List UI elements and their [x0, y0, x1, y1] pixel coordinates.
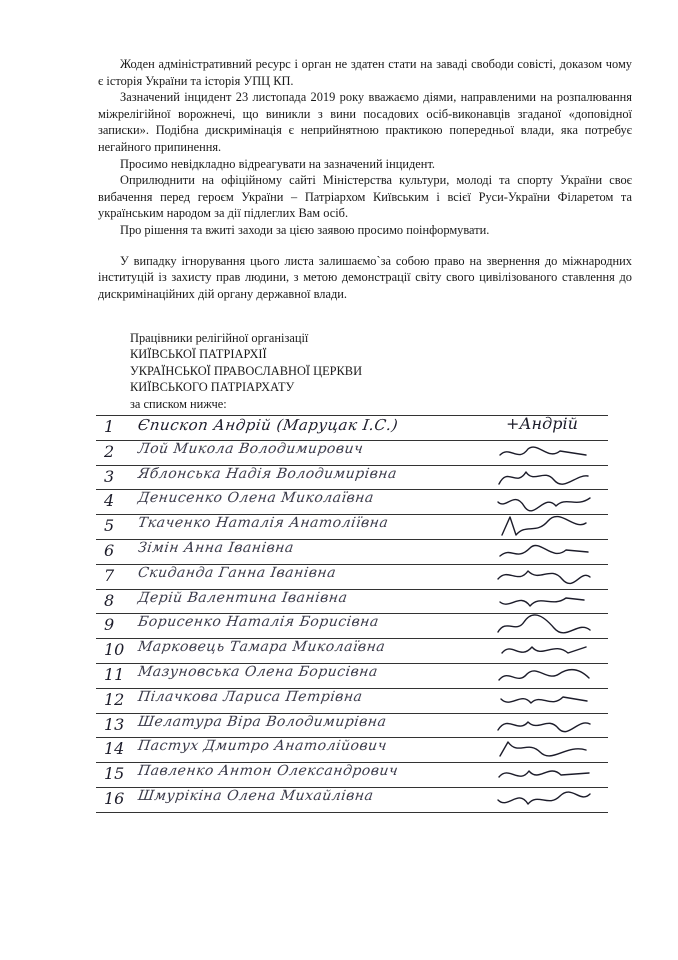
row-number: 14: [104, 739, 125, 759]
signature-stroke: [499, 771, 589, 777]
paragraph-4: Оприлюднити на офіційному сайті Міністерства культури, молоді та спорту України своє вибачення перед героєм України – Патріархом Київським і всієї Руси-України Філаретом та українським народом за дії підлеглих Вам осіб.: [98, 173, 632, 221]
handwritten-name: Дерій Валентина Іванівна: [136, 589, 349, 606]
handwritten-name: Пілачкова Лариса Петрівна: [136, 688, 364, 705]
signature-row: [96, 763, 608, 788]
signature-stroke: [499, 670, 589, 680]
handwritten-name: Павленко Антон Олександрович: [136, 763, 400, 780]
signature-row: [96, 565, 608, 590]
signature-row: [96, 415, 608, 441]
signature-stroke: [498, 498, 590, 511]
signature-stroke: [502, 517, 586, 535]
row-number: 1: [104, 417, 115, 436]
signature-row: [96, 738, 608, 763]
signature: [496, 513, 592, 541]
signature: [496, 736, 592, 764]
signature-scribble: [496, 439, 592, 467]
signature-scribble: [496, 563, 592, 591]
signature-row: [96, 714, 608, 739]
signature-stroke: [498, 722, 590, 732]
signature: [496, 761, 592, 789]
signature-stroke: [498, 615, 590, 633]
signers-line-1: Працівники релігійної організації: [130, 331, 309, 345]
signature-scribble: [496, 488, 592, 516]
signature-row: [96, 689, 608, 714]
handwritten-name: Ткаченко Наталія Анатоліївна: [136, 515, 390, 532]
signature-stroke: [498, 571, 590, 583]
signature: [496, 637, 592, 665]
signature-stroke: [501, 697, 587, 703]
signature: [496, 662, 592, 690]
row-number: 12: [104, 689, 125, 709]
paragraph-3: Просимо невідкладно відреагувати на зазначений інцидент.: [120, 156, 436, 171]
row-number: 11: [104, 664, 125, 684]
paragraph-2: Зазначений інцидент 23 листопада 2019 року вважаємо діями, направленими на розпалювання міжрелігійної ворожнечі, що виникли з вини посадових осіб-виконавців згаданої «доповідної записки». Подібна дискримінація є неприйнятною практикою попередньої влади, яка потребує негайного припинення.: [98, 90, 632, 154]
handwritten-name: Пастух Дмитро Анатолійович: [136, 738, 388, 755]
handwritten-name: Шмурікіна Олена Михайлівна: [136, 787, 375, 804]
signature-scribble: [496, 786, 592, 814]
signature: [496, 588, 592, 616]
signers-line-4: КИЇВСЬКОГО ПАТРІАРХАТУ: [130, 380, 295, 395]
signature-row: [96, 540, 608, 565]
signature-stroke: [499, 472, 588, 484]
row-number: 3: [104, 466, 115, 486]
signature-row: [96, 639, 608, 664]
signature-scribble: [496, 736, 592, 764]
letter-body: [98, 56, 632, 302]
signers-line-2: КИЇВСЬКОЇ ПАТРІАРХІЇ: [130, 347, 267, 362]
handwritten-name: Єпископ Андрій (Маруцак І.С.): [136, 416, 400, 434]
signature-row: [96, 664, 608, 689]
signature: [496, 488, 592, 516]
signature: [496, 687, 592, 715]
closing-paragraph: У випадку ігнорування цього листа залишаємо`за собою право на звернення до міжнародних інституцій із захисту прав людини, з метою демонстрації світу свого цивілізованого ставлення до дискримінаційних дій органу державної влади.: [98, 253, 632, 301]
signature-row: [96, 515, 608, 540]
signature-scribble: [496, 538, 592, 566]
signature: [496, 563, 592, 591]
paragraph-1: Жоден адміністративний ресурс і орган не здатен стати на заваді свободи совісті, доказом чому є історія України та історія УПЦ КП.: [98, 57, 632, 88]
signature: [496, 712, 592, 740]
signature-row: [96, 614, 608, 639]
row-number: 5: [104, 516, 115, 536]
signature-stroke: [500, 742, 586, 756]
row-number: 9: [104, 615, 115, 635]
row-number: 6: [104, 540, 115, 560]
signature: [496, 414, 592, 442]
handwritten-name: Мазуновська Олена Борисівна: [136, 663, 379, 680]
handwritten-name: Борисенко Наталія Борисівна: [136, 614, 380, 631]
signature: [496, 612, 592, 640]
signature-stroke: [498, 792, 590, 804]
signature: [496, 538, 592, 566]
row-number: 13: [104, 714, 125, 734]
handwritten-name: Лой Микола Володимирович: [136, 440, 365, 457]
row-number: 15: [104, 764, 125, 784]
signature-row: [96, 441, 608, 466]
handwritten-name: Зімін Анна Іванівна: [136, 539, 295, 556]
handwritten-name: Шелатура Віра Володимирівна: [136, 713, 388, 730]
signature-scribble: [496, 687, 592, 715]
row-number: 8: [104, 590, 115, 610]
signature-row: [96, 466, 608, 491]
signature: [496, 439, 592, 467]
signature-table: [96, 415, 608, 813]
signature-row: [96, 590, 608, 615]
handwritten-name: Скиданда Ганна Іванівна: [136, 564, 338, 581]
signature-scribble: [496, 513, 592, 541]
signers-line-3: УКРАЇНСЬКОЇ ПРАВОСЛАВНОЇ ЦЕРКВИ: [130, 363, 363, 378]
signature-stroke: [500, 447, 586, 455]
signature-scribble: [496, 637, 592, 665]
signature-stroke: [500, 545, 588, 556]
signature-scribble: [496, 612, 592, 640]
signature-text: +Андрій: [506, 414, 578, 433]
row-number: 16: [104, 788, 125, 808]
paragraph-5: Про рішення та вжиті заходи за цією заявою просимо поінформувати.: [120, 222, 490, 237]
signature: [496, 464, 592, 492]
signers-line-5: за списком нижче:: [130, 396, 227, 411]
signers-block: [130, 330, 362, 412]
row-number: 4: [104, 491, 115, 511]
signature-row: [96, 788, 608, 813]
signature-scribble: [496, 761, 592, 789]
handwritten-name: Денисенко Олена Миколаївна: [136, 490, 375, 507]
handwritten-name: Яблонська Надія Володимирівна: [136, 465, 399, 482]
handwritten-name: Марковець Тамара Миколаївна: [136, 639, 387, 656]
signature-scribble: [496, 588, 592, 616]
signature-scribble: [496, 712, 592, 740]
signature-row: [96, 490, 608, 515]
signature-scribble: [496, 662, 592, 690]
row-number: 2: [104, 441, 115, 461]
signature-stroke: [500, 598, 584, 606]
signature: [496, 786, 592, 814]
row-number: 7: [104, 565, 115, 585]
row-number: 10: [104, 640, 125, 660]
signature-scribble: [496, 464, 592, 492]
signature-stroke: [502, 647, 586, 653]
